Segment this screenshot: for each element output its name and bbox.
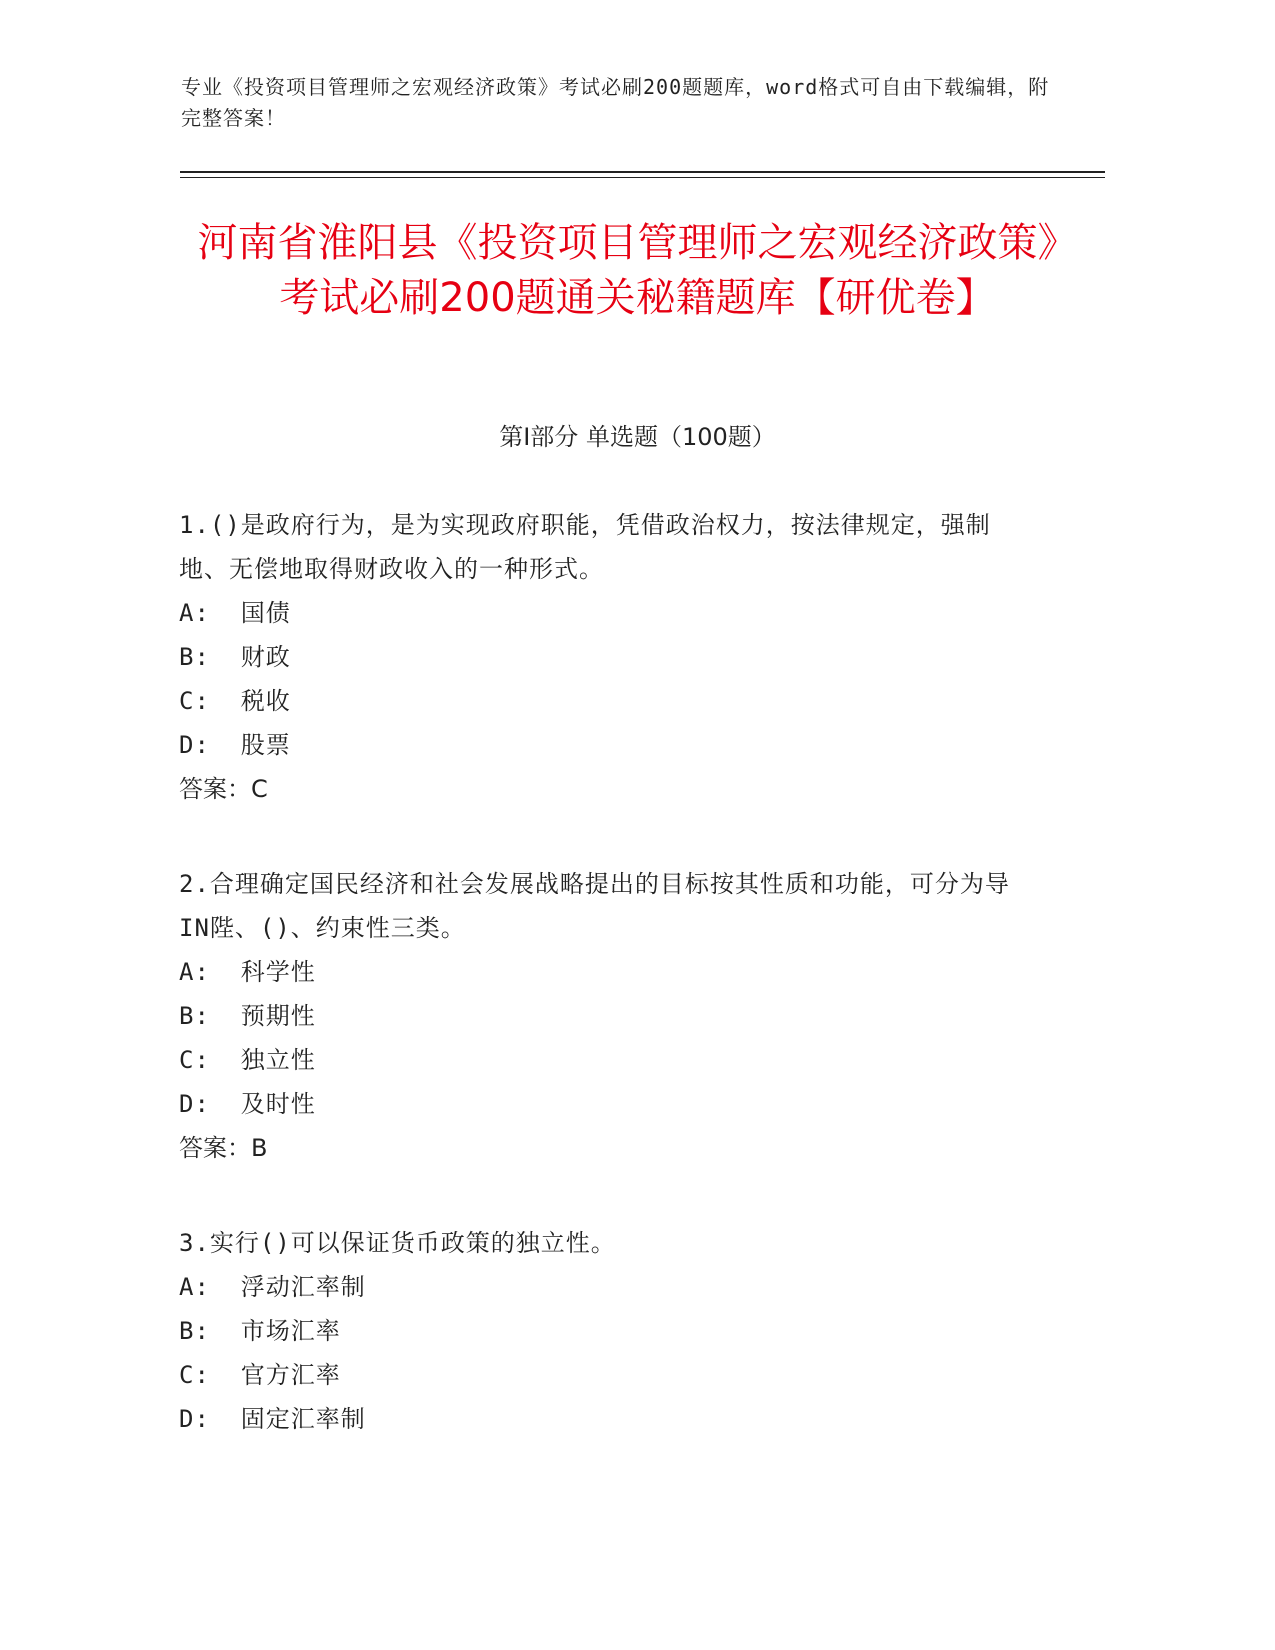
option-d: D: 固定汇率制	[179, 1405, 366, 1433]
option-b: B: 预期性	[179, 1002, 316, 1030]
header-rule-thin	[180, 177, 1105, 178]
document-title: 河南省淮阳县《投资项目管理师之宏观经济政策》考试必刷200题通关秘籍题库【研优卷】	[197, 220, 1078, 321]
answer: 答案：C	[179, 775, 268, 803]
option-b: B: 财政	[179, 643, 291, 671]
question-stem: 1.()是政府行为，是为实现政府职能，凭借政治权力，按法律规定，强制地、无偿地取得财政收入的一种形式。	[179, 511, 991, 583]
question-3	[179, 1221, 1039, 1441]
section-title: 第I部分 单选题（100题）	[499, 423, 776, 451]
option-a: A: 国债	[179, 599, 291, 627]
header-note: 专业《投资项目管理师之宏观经济政策》考试必刷200题题库，word格式可自由下载编辑，附完整答案！	[181, 75, 1050, 130]
question-list	[179, 503, 1039, 1492]
question-stem: 2.合理确定国民经济和社会发展战略提出的目标按其性质和功能，可分为导IN陛、()、约束性三类。	[179, 870, 1010, 942]
header-rule-thick	[180, 171, 1105, 173]
option-b: B: 市场汇率	[179, 1317, 341, 1345]
option-a: A: 浮动汇率制	[179, 1273, 366, 1301]
question-stem: 3.实行()可以保证货币政策的独立性。	[179, 1229, 616, 1257]
option-a: A: 科学性	[179, 958, 316, 986]
option-c: C: 税收	[179, 687, 291, 715]
option-c: C: 官方汇率	[179, 1361, 341, 1389]
question-2	[179, 862, 1039, 1170]
answer: 答案：B	[179, 1134, 268, 1162]
option-c: C: 独立性	[179, 1046, 316, 1074]
question-1	[179, 503, 1039, 811]
option-d: D: 及时性	[179, 1090, 316, 1118]
option-d: D: 股票	[179, 731, 291, 759]
